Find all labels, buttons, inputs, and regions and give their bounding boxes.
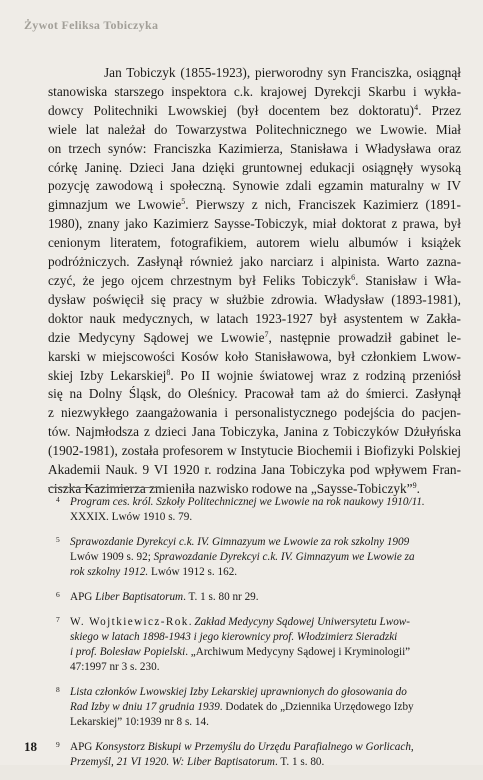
text-line bbox=[48, 102, 461, 121]
footnote-segment: Sprawozdanie Dyrekcyi c.k. IV. Gimnazyum we Lwowie za bbox=[153, 551, 415, 564]
footnote-separator bbox=[48, 487, 164, 488]
text-segment: . Przez bbox=[418, 102, 461, 118]
footnote-line bbox=[70, 645, 458, 660]
footnote-segment: Program ces. król. Szkoły Politechnicznej we Lwowie na rok naukowy 1910/11. bbox=[70, 496, 425, 508]
footnote-line bbox=[70, 630, 458, 645]
footnote bbox=[56, 495, 458, 525]
footnote-line bbox=[70, 615, 458, 630]
text-line: Akademii Nauk. 9 VI 1920 r. rodzina Jana Tobiczyka pod wpływem Fran- bbox=[48, 462, 461, 478]
footnote-segment: XXXIX. Lwów 1910 s. 79. bbox=[70, 511, 193, 524]
footnote-number: 8 bbox=[56, 685, 60, 695]
footnote-segment: Sprawozdanie Dyrekcyi c.k. IV. Gimnazyum we Lwowie za rok szkolny 1909 bbox=[70, 535, 410, 548]
footnote-segment: Zakład Medycyny Sądowej Uniwersytetu Lwow- bbox=[194, 615, 410, 628]
text-segment: . bbox=[416, 480, 420, 496]
footnote-segment: Liber Baptisatorum bbox=[95, 591, 184, 604]
text-segment: czyć, że jego ojcem chrzestnym był Feliks Tobiczyk bbox=[48, 272, 352, 288]
footnote-line bbox=[70, 565, 458, 580]
footnote-number: 5 bbox=[56, 534, 60, 544]
footnote-ref: 7 bbox=[264, 329, 269, 339]
text-line: Jan Tobiczyk (1855-1923), pierworodny syn Franciszka, osiągnął bbox=[104, 65, 461, 80]
text-segment: , następnie prowadził gabinet le- bbox=[268, 329, 462, 345]
footnote-line bbox=[70, 660, 458, 675]
text-line: tów. Najmłodsza z dzieci Jana Tobiczyka, Janina z Tobiczyków Dżułyńska bbox=[48, 424, 461, 440]
footnote-segment: Lwów 1912 s. 162. bbox=[151, 566, 238, 579]
text-line: dysław poświęcił się pracy w służbie zdrowia. Władysław (1893-1981), bbox=[48, 291, 461, 307]
footnote-segment: 47:1997 nr 3 s. 230. bbox=[70, 661, 160, 674]
footnotes bbox=[56, 495, 458, 780]
footnote-line bbox=[70, 550, 458, 565]
footnote-segment: Liber Baptisatorum bbox=[187, 756, 275, 769]
footnote-number: 7 bbox=[56, 614, 60, 624]
footnote-number: 9 bbox=[56, 740, 60, 750]
footnote-segment: i prof. Bolesław Popielski bbox=[70, 646, 186, 659]
text-segment: ciszka Kazimierza zmieniła nazwisko rodowe na „Saysse-Tobiczyk” bbox=[48, 480, 413, 496]
footnote-segment: Lista członków Lwowskiej Izby Lekarskiej uprawnionych do głosowania do bbox=[70, 686, 407, 699]
footnote bbox=[56, 535, 458, 581]
footnote-ref: 6 bbox=[351, 272, 356, 282]
footnote bbox=[56, 685, 458, 731]
footnote-segment: rok szkolny 1912. bbox=[70, 566, 151, 579]
footnote-number: 6 bbox=[56, 590, 60, 600]
footnote bbox=[56, 740, 458, 770]
text-segment: . Po II wojnie światowej wraz z rodziną przeniósł bbox=[170, 367, 461, 383]
footnote-line bbox=[70, 700, 458, 715]
text-segment: gimnazjum we Lwowie bbox=[48, 197, 182, 213]
footnote-segment: . Dodatek do „Dziennika Urzędowego Izby bbox=[219, 701, 414, 714]
running-head: Żywot Feliksa Tobiczyka bbox=[24, 18, 159, 32]
text-line: doktor nauk medycznych, w latach 1923-1927 był asystentem w Zakła- bbox=[48, 310, 461, 326]
footnote-ref: 8 bbox=[166, 367, 171, 377]
text-line: córkę Janinę. Dzieci Jana dzięki gruntownej edukacji osiągnęły wysoką bbox=[48, 159, 461, 175]
footnote-segment: . „Archiwum Medycyny Sądowej i Kryminologii” bbox=[185, 646, 411, 659]
text-line bbox=[48, 196, 461, 215]
footnote-segment: Konsystorz Biskupi w Przemyślu do Urzędu Parafialnego w Gorlicach, bbox=[95, 741, 414, 754]
text-line bbox=[48, 367, 461, 386]
footnote-segment: . T. 1 s. 80. bbox=[275, 756, 325, 769]
footnote-line bbox=[70, 685, 458, 700]
footnote-segment: Przemyśl, 21 VI 1920. W: bbox=[70, 756, 188, 769]
footnote-segment: Lwów 1909 s. 92; bbox=[70, 551, 154, 564]
text-segment: . Pierwszy z nich, Franciszek Kazimierz (1891- bbox=[185, 197, 461, 213]
page-number: 18 bbox=[24, 739, 37, 754]
text-line bbox=[48, 329, 461, 348]
footnote-line bbox=[70, 510, 458, 525]
text-segment: . Stanisław i Wła- bbox=[355, 272, 461, 288]
footnote-line bbox=[70, 755, 458, 770]
footnote-segment: APG bbox=[70, 741, 96, 754]
text-line: pozycję zawodową i społeczną. Synowie zdali egzamin maturalny w IV bbox=[48, 178, 461, 194]
text-line: z niezwykłego zaangażowania i personalistycznego podejścia do pacjen- bbox=[48, 405, 461, 421]
text-line: karski w miejscowości Kosów koło Stanisławowa, był członkiem Lwow- bbox=[48, 348, 461, 364]
footnote-segment: Rad Izby w dniu 17 grudnia 1939 bbox=[70, 701, 220, 714]
text-line: się na Dolny Śląsk, do Oleśnicy. Pracował tam aż do śmierci. Zasłynął bbox=[48, 386, 461, 402]
footnote-segment: Lekarskiej” 10:1939 nr 8 s. 14. bbox=[70, 716, 209, 729]
text-segment: skiej Izby Lekarskiej bbox=[48, 367, 167, 383]
footnote-ref: 5 bbox=[181, 197, 186, 207]
text-segment: dzie Medycyny Sądowej we Lwowie bbox=[48, 329, 265, 345]
footnote bbox=[56, 590, 458, 605]
main-paragraph bbox=[48, 64, 461, 499]
footnote-line bbox=[70, 590, 458, 605]
text-line: cenionym literatem, fotografikiem, autorem wielu albumów i książek bbox=[48, 235, 461, 251]
footnote-segment: . T. 1 s. 80 nr 29. bbox=[183, 591, 259, 604]
footnote-segment: APG bbox=[70, 591, 96, 604]
footnote-line bbox=[70, 740, 458, 755]
text-segment: dowcy Politechniki Lwowskiej (był docentem bez doktoratu) bbox=[48, 102, 415, 118]
footnote-line bbox=[70, 495, 458, 510]
text-line: (1902-1981), została profesorem w Instytucie Biochemii i Biofizyki Polskiej bbox=[48, 443, 461, 459]
text-line bbox=[48, 272, 461, 291]
footnote bbox=[56, 615, 458, 676]
footnote-ref: 9 bbox=[412, 480, 417, 490]
author-name: W. Wojtkiewicz-Rok bbox=[70, 615, 189, 628]
footnote-segment: . bbox=[188, 615, 195, 628]
text-line: wiele lat należał do Towarzystwa Politechnicznego we Lwowie. Miał bbox=[48, 121, 461, 137]
footnote-line bbox=[70, 715, 458, 730]
footnote-number: 4 bbox=[56, 495, 60, 504]
footnote-line bbox=[70, 535, 458, 550]
text-line: stanowiska starszego inspektora c.k. krajowej Dyrekcji Skarbu i wykła- bbox=[48, 83, 461, 99]
text-line: podróżniczych. Zasłynął również jako narciarz i alpinista. Warto zazna- bbox=[48, 254, 461, 270]
text-line: 1980), znany jako Kazimierz Saysse-Tobiczyk, miał doktorat z prawa, był bbox=[48, 216, 461, 232]
text-line: on trzech synów: Franciszka Kazimierza, Stanisława i Władysława oraz bbox=[48, 140, 461, 156]
footnote-segment: skiego w latach 1898-1943 i jego kierownicy prof. Włodzimierz Sieradzki bbox=[70, 630, 398, 643]
footnote-ref: 4 bbox=[414, 102, 419, 112]
